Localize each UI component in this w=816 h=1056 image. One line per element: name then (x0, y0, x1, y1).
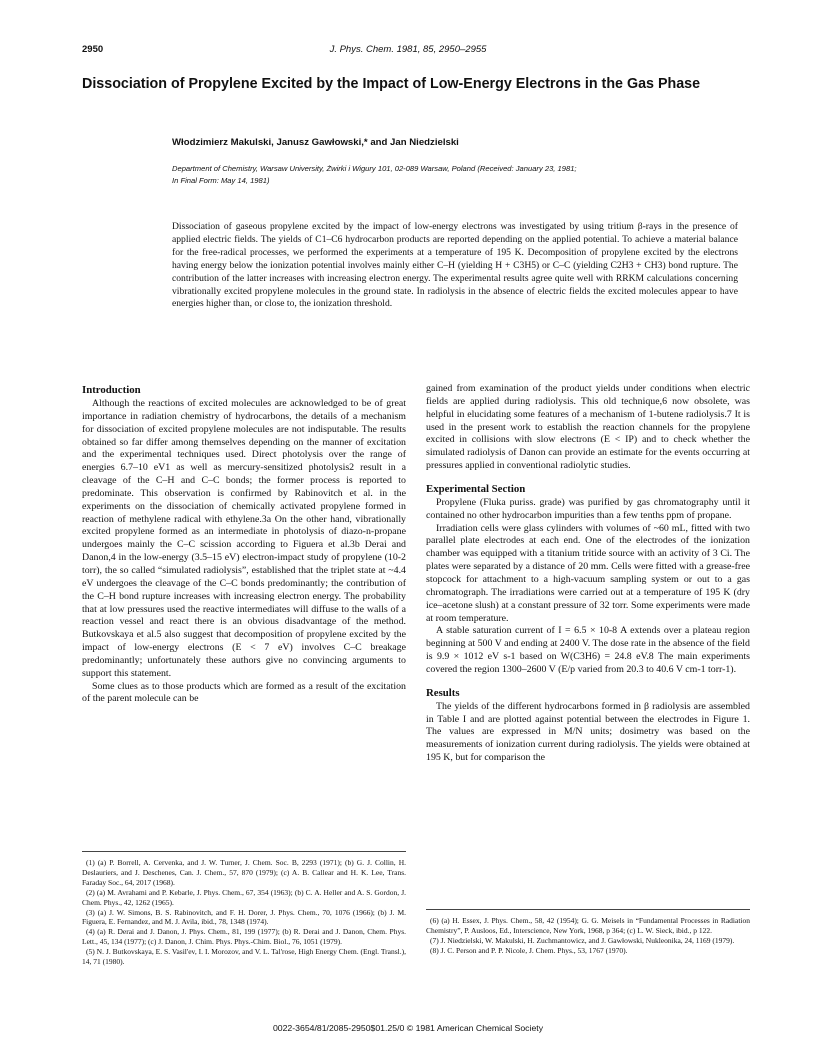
author-list: Włodzimierz Makulski, Janusz Gawłowski,* and Jan Niedzielski (172, 137, 459, 148)
left-column (82, 383, 406, 706)
body-paragraph: Although the reactions of excited molecules are acknowledged to be of great importance in radiation chemistry of hydrocarbons, the details of a mechanism for dissociation of excited propylene molecules are not indisputable. The results obtained so far differ among themselves depending on the manner of excitation and the experimental techniques used. Direct photolysis over the range of energies 6.7–10 eV1 as well as mercury-sensitized photolysis2 result in a cleavage of the C–H and C–C bonds; the former process is reported to predominate. This observation is confirmed by Rabinovitch et al. in the experiments on the dissociation of chemically activated propylene formed in reaction of methylene radical with ethylene.3a On the other hand, vibrationally excited propylene formed as an intermediate in photolysis of diazo-n-propane undergoes mainly the C–C scission according to Figuera et al.3b Derai and Danon,4 in the low-energy (3.5–15 eV) electron-impact study of propylene (10-2 torr), the so called “simulated radiolysis”, established that the triplet state at ~4.4 eV undergoes the cleavage of the C–C bonds predominantly; the contribution of the C–H bond rupture increases with increasing electron energy. The probability that at low pressures used the reactive intermediates will diffuse to the walls of a reaction vessel and react there is an obvious disadvantage of the method. Butkovskaya et al.5 also suggest that decomposition of propylene excited by the impact of low-energy electrons (E < 7 eV) involves C–C breakage predominantly; unfortunately these authors give no convincing arguments to support this statement. (82, 398, 406, 679)
running-header (82, 44, 734, 58)
article-title: Dissociation of Propylene Excited by the Impact of Low-Energy Electrons in the Gas Phase (82, 76, 701, 92)
footnote: (5) N. J. Butkovskaya, E. S. Vasil'ev, I. I. Morozov, and V. L. Tal'rose, High Energy Chem. (Engl. Transl.), 14, 71 (1980). (82, 947, 406, 967)
abstract: Dissociation of gaseous propylene excited by the impact of low-energy electrons was investigated by using tritium β-rays in the presence of applied electric fields. The yields of C1–C6 hydrocarbon products are reported depending on the applied potential. To achieve a material balance for the free-radical processes, we performed the experiments at a temperature of 195 K. Decomposition of propylene excited by the electrons having energy below the ionization potential involves mainly either C–H (yielding H + C3H5) or C–C (yielding C2H3 + CH3) bond rupture. The contribution of the latter increases with increasing electron energy. The experimental results agree quite well with RRKM calculations concerning vibrationally excited propylene molecules in the ground state. In radiolysis in the absence of electric fields the excited molecules appear to have energies higher than, or close to, the ionization threshold. (172, 221, 738, 310)
affiliation-line: In Final Form: May 14, 1981) (172, 176, 270, 185)
footnote: (2) (a) M. Avrahami and P. Kebarle, J. Phys. Chem., 67, 354 (1963); (b) C. A. Heller and A. S. Gordon, J. Chem. Phys., 42, 1262 (1965). (82, 887, 406, 907)
body-paragraph: A stable saturation current of I = 6.5 × 10-8 A extends over a plateau region beginning at 500 V and ending at 2400 V. The dose rate in the absence of the field is 9.9 × 1012 eV s-1 based on W(C3H6) = 24.8 eV.8 The main experiments covered the region 1300–2600 V (E/p varied from 20.3 to 40.6 V cm-1 torr-1). (426, 625, 750, 675)
page-number: 2950 (82, 44, 104, 55)
footnote-rule (82, 851, 406, 852)
journal-reference: J. Phys. Chem. 1981, 85, 2950–2955 (329, 44, 487, 55)
footnote: (4) (a) R. Derai and J. Danon, J. Phys. Chem., 81, 199 (1977); (b) R. Derai and J. Danon, Chem. Phys. Lett., 45, 134 (1977); (c) J. Danon, J. Chim. Phys. Phys.-Chim. Biol., 76, 1051 (1979). (82, 927, 406, 947)
affiliation (172, 163, 732, 187)
footnote: (6) (a) H. Essex, J. Phys. Chem., 58, 42 (1954); G. G. Meisels in “Fundamental Processes in Radiation Chemistry”, P. Ausloos, Ed., Interscience, New York, 1968, p 364; (c) L. W. Sieck, ibid., p 122. (426, 916, 750, 935)
body-paragraph: gained from examination of the product yields under conditions when electric fields are applied during radiolysis. This old technique,6 now obsolete, was helpful in elucidating some features of a mechanism of 1-butene radiolysis.7 It is used in the present work to establish the reaction channels for the propylene excited in collisions with slow electrons (E < IP) and to check whether the simulated radiolysis of Danon can provide an estimate for the events occurring at pressures applied in conventional radiolytic studies. (426, 383, 750, 472)
right-column (426, 383, 750, 765)
copyright-line: 0022-3654/81/2085-2950$01.25/0 © 1981 American Chemical Society (272, 1023, 544, 1033)
body-paragraph: Some clues as to those products which are formed as a result of the excitation of the parent molecule can be (82, 680, 406, 705)
results-heading: Results (426, 686, 460, 699)
experimental-heading: Experimental Section (426, 482, 526, 495)
footnote: (7) J. Niedzielski, W. Makulski, H. Zuchmantowicz, and J. Gawłowski, Nukleonika, 24, 1169 (1979). (430, 935, 735, 945)
footnote-rule (426, 909, 750, 910)
footnote: (1) (a) P. Borrell, A. Cervenka, and J. W. Turner, J. Chem. Soc. B, 2293 (1971); (b) G. J. Collin, H. Deslauriers, and J. Deschenes, Can. J. Chem., 57, 870 (1979); (c) A. B. Callear and H. K. Lee, Trans. Faraday Soc., 64, 2017 (1968). (82, 858, 406, 887)
body-paragraph: Irradiation cells were glass cylinders with volumes of ~60 mL, fitted with two parallel plate electrodes at each end. One of the electrodes of the ionization chamber was equipped with a titanium tritide source with an activity of 3 Ci. The plates were separated by a distance of 20 mm. Cells were fitted with a grease-free stopcock for attachment to a high-vacuum sampling system or out to a gas chromatograph. The irradiations were carried out at a temperature of 195 K (dry ice–acetone slush) at a constant pressure of 32 torr. Some experiments were made at room temperature. (426, 522, 750, 624)
affiliation-line: Department of Chemistry, Warsaw University, Żwirki i Wigury 101, 02-089 Warsaw, Poland (Received: January 23, 1981; (172, 164, 577, 173)
footnote: (8) J. C. Person and P. P. Nicole, J. Chem. Phys., 53, 1767 (1970). (430, 945, 628, 955)
footnotes-right (426, 909, 750, 956)
introduction-heading: Introduction (82, 384, 141, 396)
body-paragraph: The yields of the different hydrocarbons formed in β radiolysis are assembled in Table I and are plotted against potential between the electrodes in Figure 1. The values are expressed in M/N units; dosimetry was based on the measurements of ionization current during radiolysis. The yields were obtained at 195 K, but for comparison the (426, 700, 750, 764)
footnotes-left (82, 851, 406, 967)
body-paragraph: Propylene (Fluka puriss. grade) was purified by gas chromatography until it contained no other hydrocarbon impurities than a few tenths ppm of propane. (426, 496, 750, 521)
footnote: (3) (a) J. W. Simons, B. S. Rabinovitch, and F. H. Dorer, J. Phys. Chem., 70, 1076 (1966); (b) J. M. Figuera, E. Fernandez, and M. J. Avila, ibid., 78, 1348 (1974). (82, 907, 406, 927)
